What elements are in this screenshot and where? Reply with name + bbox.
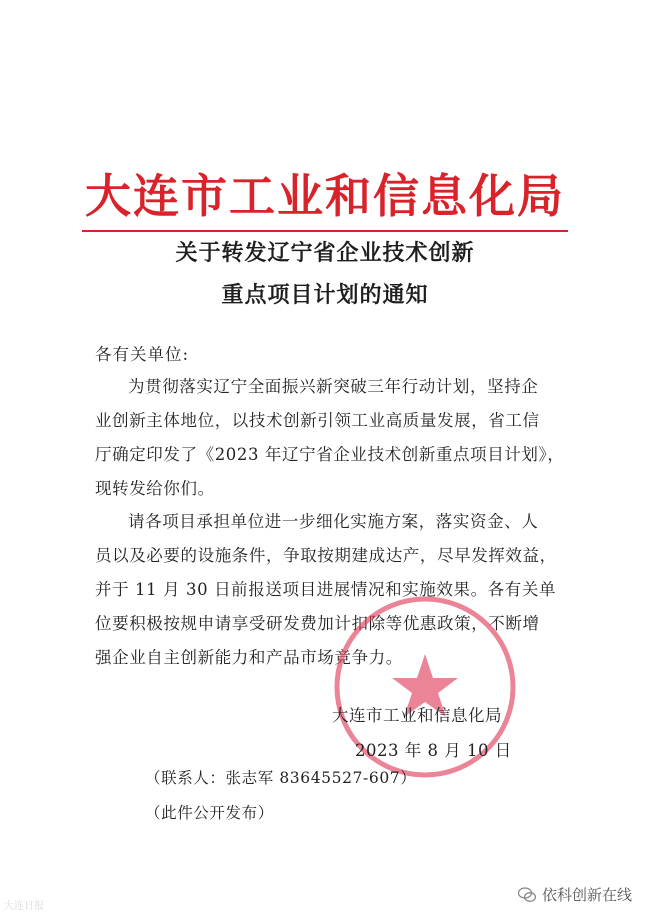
watermark-left: 大连日报 [4,901,44,912]
watermark-account-name: 依科创新在线 [541,886,632,904]
letterhead-divider [82,230,568,232]
body-paragraph-1 [95,370,567,506]
paragraph-line: 业创新主体地位，以技术创新引领工业高质量发展，省工信 [95,411,540,430]
signature-date: 2023 年 8 月 10 日 [355,741,512,760]
wechat-icon [518,887,536,903]
contact-info: （联系人：张志军 83645527-607） [145,769,417,787]
paragraph-line: 员以及必要的设施条件，争取按期建成达产，尽早发挥效益， [95,546,557,565]
notice-title-line-1: 关于转发辽宁省企业技术创新 [175,241,475,266]
signature-organization: 大连市工业和信息化局 [332,706,502,725]
notice-title-line-2: 重点项目计划的通知 [221,283,429,308]
paragraph-line: 为贯彻落实辽宁全面振兴新突破三年行动计划，坚持企 [128,377,539,396]
salutation: 各有关单位: [95,345,190,364]
paragraph-line: 现转发给你们。 [95,479,215,498]
paragraph-line: 强企业自主创新能力和产品市场竞争力。 [95,648,403,667]
paragraph-line: 位要积极按规申请享受研发费加计扣除等优惠政策，不断增 [95,614,540,633]
paragraph-line: 并于 11 月 30 日前报送项目进展情况和实施效果。各有关单 [95,580,557,599]
paragraph-line: 厅确定印发了《2023 年辽宁省企业技术创新重点项目计划》， [95,445,565,464]
publication-note: （此件公开发布） [145,804,274,822]
wechat-watermark [518,884,632,905]
letterhead-title: 大连市工业和信息化局 [85,169,565,223]
paragraph-line: 请各项目承担单位进一步细化实施方案，落实资金、人 [128,512,539,531]
